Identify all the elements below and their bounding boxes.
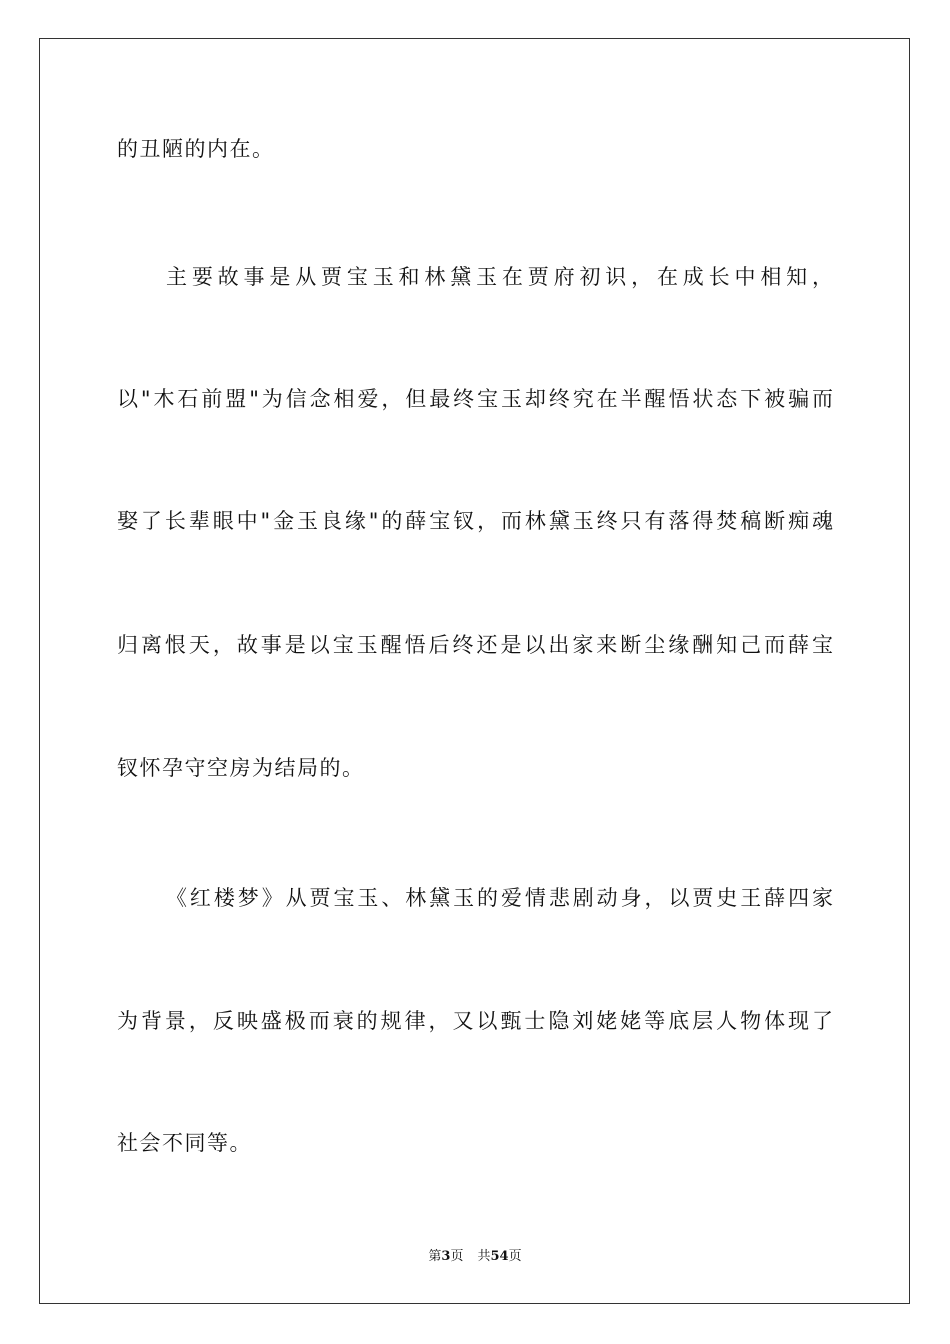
- footer-total-pages: 54: [490, 1249, 509, 1264]
- footer-total-suffix: 页: [508, 1249, 522, 1264]
- footer-total-prefix: 共: [477, 1249, 491, 1264]
- text-line-6: 钗怀孕守空房为结局的。: [117, 756, 365, 780]
- text-line-2: 主要故事是从贾宝玉和林黛玉在贾府初识，在成长中相知，: [166, 265, 833, 289]
- footer-page-prefix: 第: [428, 1249, 442, 1264]
- footer-page-number: 3: [441, 1249, 451, 1264]
- text-line-3: 以"木石前盟"为信念相爱，但最终宝玉却终究在半醒悟状态下被骗而: [117, 387, 833, 411]
- text-line-1: 的丑陋的内在。: [117, 137, 275, 161]
- text-line-5: 归离恨天，故事是以宝玉醒悟后终还是以出家来断尘缘酬知己而薛宝: [117, 633, 833, 657]
- text-line-4: 娶了长辈眼中"金玉良缘"的薛宝钗，而林黛玉终只有落得焚稿断痴魂: [117, 509, 833, 533]
- page-border: [39, 38, 910, 1304]
- text-line-8: 为背景，反映盛极而衰的规律，又以甄士隐刘姥姥等底层人物体现了: [117, 1009, 833, 1033]
- page-footer: [0, 1248, 950, 1266]
- footer-page-suffix: 页: [450, 1249, 464, 1264]
- text-line-9: 社会不同等。: [117, 1131, 252, 1155]
- text-line-7: 《红楼梦》从贾宝玉、林黛玉的爱情悲剧动身，以贾史王薛四家: [166, 886, 833, 910]
